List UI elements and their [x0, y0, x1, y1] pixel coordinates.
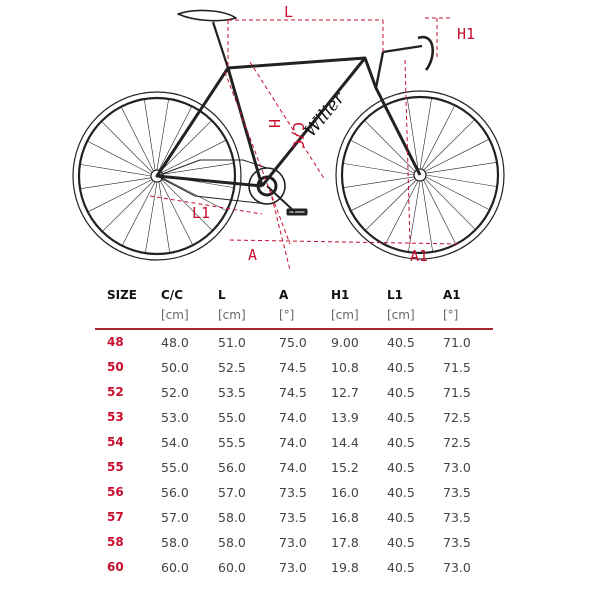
dim-label-l: L	[284, 3, 294, 21]
value-cell: 71.0	[443, 335, 471, 350]
value-cell: 52.5	[218, 360, 246, 375]
table-row	[95, 530, 495, 555]
unit-l1: [cm]	[387, 308, 415, 322]
value-cell: 60.0	[218, 560, 246, 575]
value-cell: 57.0	[161, 510, 189, 525]
value-cell: 40.5	[387, 485, 415, 500]
value-cell: 71.5	[443, 360, 471, 375]
value-cell: 73.5	[279, 485, 307, 500]
brand-logo: Wilier	[300, 88, 350, 142]
value-cell: 74.5	[279, 360, 307, 375]
value-cell: 40.5	[387, 360, 415, 375]
header-a1: A1	[443, 288, 461, 302]
unit-cc: [cm]	[161, 308, 189, 322]
dim-label-a1: A1	[410, 247, 429, 265]
size-cell: 58	[107, 535, 124, 549]
size-cell: 60	[107, 560, 124, 574]
value-cell: 53.0	[161, 410, 189, 425]
value-cell: 57.0	[218, 485, 246, 500]
value-cell: 40.5	[387, 560, 415, 575]
value-cell: 16.0	[331, 485, 359, 500]
header-h1: H1	[331, 288, 350, 302]
value-cell: 16.8	[331, 510, 359, 525]
unit-l: [cm]	[218, 308, 246, 322]
value-cell: 58.0	[161, 535, 189, 550]
table-row	[95, 505, 495, 530]
value-cell: 40.5	[387, 410, 415, 425]
value-cell: 73.0	[443, 460, 471, 475]
value-cell: 52.0	[161, 385, 189, 400]
header-l: L	[218, 288, 226, 302]
size-cell: 52	[107, 385, 124, 399]
value-cell: 73.0	[279, 535, 307, 550]
header-size: SIZE	[107, 288, 138, 302]
value-cell: 55.0	[218, 410, 246, 425]
value-cell: 17.8	[331, 535, 359, 550]
bike-frame	[157, 11, 433, 214]
value-cell: 74.0	[279, 435, 307, 450]
value-cell: 54.0	[161, 435, 189, 450]
geometry-table	[95, 286, 495, 580]
dim-label-cc: C/C	[289, 122, 307, 150]
value-cell: 71.5	[443, 385, 471, 400]
value-cell: 19.8	[331, 560, 359, 575]
value-cell: 74.0	[279, 460, 307, 475]
value-cell: 74.0	[279, 410, 307, 425]
unit-h1: [cm]	[331, 308, 359, 322]
table-row	[95, 455, 495, 480]
value-cell: 13.9	[331, 410, 359, 425]
dim-label-h: H	[265, 119, 283, 129]
value-cell: 50.0	[161, 360, 189, 375]
size-cell: 53	[107, 410, 124, 424]
value-cell: 58.0	[218, 535, 246, 550]
value-cell: 55.0	[161, 460, 189, 475]
value-cell: 73.5	[279, 510, 307, 525]
value-cell: 75.0	[279, 335, 307, 350]
table-body	[95, 330, 495, 580]
value-cell: 9.00	[331, 335, 359, 350]
value-cell: 73.5	[443, 485, 471, 500]
value-cell: 60.0	[161, 560, 189, 575]
value-cell: 58.0	[218, 510, 246, 525]
value-cell: 12.7	[331, 385, 359, 400]
value-cell: 72.5	[443, 410, 471, 425]
size-cell: 48	[107, 335, 124, 349]
value-cell: 40.5	[387, 385, 415, 400]
value-cell: 51.0	[218, 335, 246, 350]
unit-a1: [°]	[443, 308, 459, 322]
value-cell: 56.0	[161, 485, 189, 500]
value-cell: 73.5	[443, 535, 471, 550]
value-cell: 74.5	[279, 385, 307, 400]
bike-geometry-diagram	[0, 0, 600, 280]
value-cell: 14.4	[331, 435, 359, 450]
table-row	[95, 330, 495, 355]
value-cell: 48.0	[161, 335, 189, 350]
header-l1: L1	[387, 288, 403, 302]
size-cell: 50	[107, 360, 124, 374]
value-cell: 73.0	[279, 560, 307, 575]
value-cell: 53.5	[218, 385, 246, 400]
value-cell: 40.5	[387, 335, 415, 350]
value-cell: 56.0	[218, 460, 246, 475]
unit-a: [°]	[279, 308, 295, 322]
size-cell: 56	[107, 485, 124, 499]
value-cell: 10.8	[331, 360, 359, 375]
dim-label-h1: H1	[457, 25, 476, 43]
header-a: A	[279, 288, 289, 302]
table-row	[95, 355, 495, 380]
value-cell: 55.5	[218, 435, 246, 450]
value-cell: 40.5	[387, 510, 415, 525]
table-row	[95, 405, 495, 430]
size-cell: 57	[107, 510, 124, 524]
table-row	[95, 555, 495, 580]
table-row	[95, 480, 495, 505]
value-cell: 15.2	[331, 460, 359, 475]
table-row	[95, 380, 495, 405]
value-cell: 72.5	[443, 435, 471, 450]
table-header	[95, 286, 495, 330]
size-cell: 54	[107, 435, 124, 449]
dim-label-l1: L1	[192, 204, 211, 222]
value-cell: 40.5	[387, 460, 415, 475]
value-cell: 40.5	[387, 435, 415, 450]
size-cell: 55	[107, 460, 124, 474]
dim-label-a: A	[248, 246, 258, 264]
value-cell: 73.0	[443, 560, 471, 575]
table-row	[95, 430, 495, 455]
value-cell: 73.5	[443, 510, 471, 525]
value-cell: 40.5	[387, 535, 415, 550]
header-cc: C/C	[161, 288, 183, 302]
